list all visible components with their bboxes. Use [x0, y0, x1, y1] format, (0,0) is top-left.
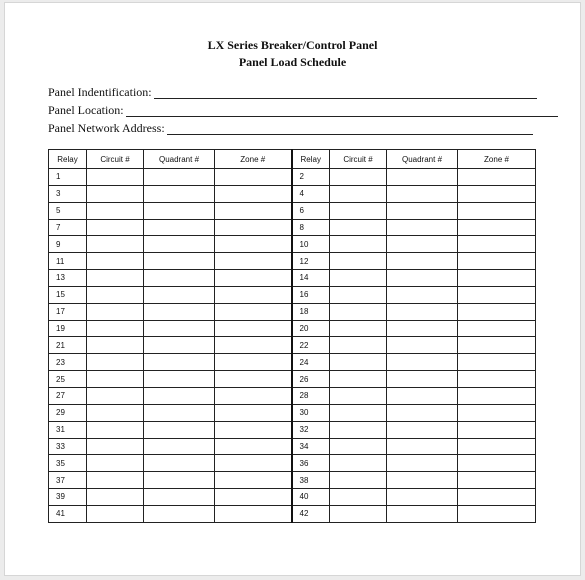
circuit-cell[interactable] [87, 303, 144, 320]
quadrant-cell[interactable] [387, 303, 458, 320]
quadrant-cell[interactable] [144, 202, 215, 219]
circuit-cell[interactable] [330, 472, 387, 489]
zone-cell[interactable] [215, 303, 292, 320]
column-header-zone: Zone # [215, 150, 292, 169]
quadrant-cell[interactable] [144, 438, 215, 455]
zone-cell[interactable] [215, 185, 292, 202]
quadrant-cell[interactable] [144, 303, 215, 320]
zone-cell[interactable] [215, 489, 292, 506]
relay-number-cell: 31 [49, 421, 87, 438]
zone-cell[interactable] [458, 371, 536, 388]
relay-number-cell: 4 [292, 185, 330, 202]
relay-number-cell: 30 [292, 404, 330, 421]
circuit-cell[interactable] [330, 455, 387, 472]
zone-cell[interactable] [215, 472, 292, 489]
circuit-cell[interactable] [87, 354, 144, 371]
circuit-cell[interactable] [330, 505, 387, 522]
circuit-cell[interactable] [330, 354, 387, 371]
circuit-cell[interactable] [87, 489, 144, 506]
zone-cell[interactable] [458, 253, 536, 270]
relay-number-cell: 27 [49, 387, 87, 404]
circuit-cell[interactable] [330, 169, 387, 186]
zone-cell[interactable] [215, 455, 292, 472]
relay-number-cell: 26 [292, 371, 330, 388]
panel-identification-field [48, 85, 537, 99]
relay-number-cell: 12 [292, 253, 330, 270]
relay-number-cell: 5 [49, 202, 87, 219]
zone-cell[interactable] [458, 354, 536, 371]
zone-cell[interactable] [458, 202, 536, 219]
circuit-cell[interactable] [87, 202, 144, 219]
relay-number-cell: 2 [292, 169, 330, 186]
relay-number-cell: 41 [49, 505, 87, 522]
quadrant-cell[interactable] [387, 404, 458, 421]
quadrant-cell[interactable] [144, 387, 215, 404]
relay-number-cell: 9 [49, 236, 87, 253]
circuit-cell[interactable] [330, 489, 387, 506]
relay-number-cell: 25 [49, 371, 87, 388]
quadrant-cell[interactable] [387, 421, 458, 438]
circuit-cell[interactable] [87, 505, 144, 522]
zone-cell[interactable] [215, 505, 292, 522]
relay-number-cell: 14 [292, 270, 330, 287]
relay-number-cell: 39 [49, 489, 87, 506]
table-row [49, 270, 536, 287]
table-row [49, 404, 536, 421]
table-header-row [49, 150, 536, 169]
quadrant-cell[interactable] [387, 286, 458, 303]
quadrant-cell[interactable] [387, 253, 458, 270]
circuit-cell[interactable] [330, 202, 387, 219]
relay-number-cell: 42 [292, 505, 330, 522]
panel-location-line[interactable] [126, 106, 558, 117]
circuit-cell[interactable] [87, 236, 144, 253]
panel-identification-line[interactable] [154, 88, 537, 99]
table-row [49, 185, 536, 202]
zone-cell[interactable] [458, 404, 536, 421]
quadrant-cell[interactable] [144, 253, 215, 270]
zone-cell[interactable] [215, 253, 292, 270]
table-row [49, 303, 536, 320]
zone-cell[interactable] [458, 337, 536, 354]
relay-number-cell: 35 [49, 455, 87, 472]
relay-number-cell: 6 [292, 202, 330, 219]
quadrant-cell[interactable] [144, 404, 215, 421]
zone-cell[interactable] [458, 169, 536, 186]
document-title: LX Series Breaker/Control Panel [207, 38, 378, 52]
relay-number-cell: 22 [292, 337, 330, 354]
table-row [49, 337, 536, 354]
table-row [49, 320, 536, 337]
quadrant-cell[interactable] [387, 472, 458, 489]
quadrant-cell[interactable] [387, 438, 458, 455]
zone-cell[interactable] [458, 455, 536, 472]
zone-cell[interactable] [215, 169, 292, 186]
quadrant-cell[interactable] [387, 489, 458, 506]
circuit-cell[interactable] [87, 320, 144, 337]
column-header-quadrant: Quadrant # [144, 150, 215, 169]
quadrant-cell[interactable] [144, 505, 215, 522]
table-row [49, 286, 536, 303]
quadrant-cell[interactable] [144, 472, 215, 489]
zone-cell[interactable] [458, 472, 536, 489]
zone-cell[interactable] [458, 303, 536, 320]
panel-network-address-label: Panel Network Address: [48, 121, 165, 135]
zone-cell[interactable] [215, 236, 292, 253]
relay-number-cell: 11 [49, 253, 87, 270]
quadrant-cell[interactable] [144, 236, 215, 253]
table-row [49, 489, 536, 506]
table-row [49, 438, 536, 455]
relay-number-cell: 40 [292, 489, 330, 506]
quadrant-cell[interactable] [387, 202, 458, 219]
relay-number-cell: 37 [49, 472, 87, 489]
table-row [49, 421, 536, 438]
quadrant-cell[interactable] [144, 286, 215, 303]
circuit-cell[interactable] [87, 387, 144, 404]
relay-number-cell: 13 [49, 270, 87, 287]
column-header-relay: Relay [292, 150, 330, 169]
circuit-cell[interactable] [330, 438, 387, 455]
circuit-cell[interactable] [87, 169, 144, 186]
zone-cell[interactable] [215, 421, 292, 438]
circuit-cell[interactable] [87, 371, 144, 388]
quadrant-cell[interactable] [387, 320, 458, 337]
panel-identification-label: Panel Indentification: [48, 85, 152, 99]
column-header-circuit: Circuit # [330, 150, 387, 169]
circuit-cell[interactable] [330, 286, 387, 303]
relay-number-cell: 16 [292, 286, 330, 303]
zone-cell[interactable] [458, 185, 536, 202]
relay-number-cell: 29 [49, 404, 87, 421]
relay-number-cell: 38 [292, 472, 330, 489]
quadrant-cell[interactable] [144, 219, 215, 236]
document-page [4, 2, 581, 576]
panel-network-address-field [48, 121, 533, 135]
zone-cell[interactable] [458, 387, 536, 404]
panel-location-label: Panel Location: [48, 103, 124, 117]
column-header-circuit: Circuit # [87, 150, 144, 169]
quadrant-cell[interactable] [387, 169, 458, 186]
relay-number-cell: 21 [49, 337, 87, 354]
relay-number-cell: 23 [49, 354, 87, 371]
quadrant-cell[interactable] [144, 169, 215, 186]
circuit-cell[interactable] [330, 270, 387, 287]
quadrant-cell[interactable] [387, 236, 458, 253]
table-row [49, 505, 536, 522]
zone-cell[interactable] [458, 236, 536, 253]
zone-cell[interactable] [215, 404, 292, 421]
table-row [49, 472, 536, 489]
circuit-cell[interactable] [330, 371, 387, 388]
zone-cell[interactable] [215, 286, 292, 303]
zone-cell[interactable] [215, 438, 292, 455]
column-header-relay: Relay [49, 150, 87, 169]
table-row [49, 253, 536, 270]
zone-cell[interactable] [458, 219, 536, 236]
circuit-cell[interactable] [330, 320, 387, 337]
circuit-cell[interactable] [330, 236, 387, 253]
zone-cell[interactable] [215, 371, 292, 388]
relay-number-cell: 36 [292, 455, 330, 472]
zone-cell[interactable] [458, 489, 536, 506]
circuit-cell[interactable] [87, 421, 144, 438]
relay-number-cell: 20 [292, 320, 330, 337]
quadrant-cell[interactable] [144, 455, 215, 472]
table-row [49, 371, 536, 388]
relay-number-cell: 32 [292, 421, 330, 438]
relay-number-cell: 17 [49, 303, 87, 320]
quadrant-cell[interactable] [387, 270, 458, 287]
relay-number-cell: 8 [292, 219, 330, 236]
document-subtitle: Panel Load Schedule [238, 55, 347, 69]
zone-cell[interactable] [458, 270, 536, 287]
quadrant-cell[interactable] [144, 489, 215, 506]
circuit-cell[interactable] [87, 438, 144, 455]
column-header-zone: Zone # [458, 150, 536, 169]
quadrant-cell[interactable] [387, 387, 458, 404]
relay-number-cell: 24 [292, 354, 330, 371]
quadrant-cell[interactable] [144, 320, 215, 337]
quadrant-cell[interactable] [144, 421, 215, 438]
circuit-cell[interactable] [87, 472, 144, 489]
zone-cell[interactable] [458, 505, 536, 522]
quadrant-cell[interactable] [387, 505, 458, 522]
circuit-cell[interactable] [330, 387, 387, 404]
relay-number-cell: 1 [49, 169, 87, 186]
zone-cell[interactable] [458, 286, 536, 303]
zone-cell[interactable] [458, 320, 536, 337]
table-row [49, 202, 536, 219]
zone-cell[interactable] [215, 219, 292, 236]
zone-cell[interactable] [458, 421, 536, 438]
panel-location-field [48, 103, 558, 117]
quadrant-cell[interactable] [144, 337, 215, 354]
circuit-cell[interactable] [87, 404, 144, 421]
relay-number-cell: 34 [292, 438, 330, 455]
relay-number-cell: 7 [49, 219, 87, 236]
zone-cell[interactable] [215, 387, 292, 404]
quadrant-cell[interactable] [387, 337, 458, 354]
zone-cell[interactable] [215, 202, 292, 219]
circuit-cell[interactable] [87, 270, 144, 287]
circuit-cell[interactable] [330, 185, 387, 202]
quadrant-cell[interactable] [387, 354, 458, 371]
quadrant-cell[interactable] [387, 185, 458, 202]
load-schedule-table [48, 149, 536, 523]
circuit-cell[interactable] [330, 253, 387, 270]
quadrant-cell[interactable] [144, 371, 215, 388]
quadrant-cell[interactable] [387, 219, 458, 236]
quadrant-cell[interactable] [387, 371, 458, 388]
relay-number-cell: 28 [292, 387, 330, 404]
relay-number-cell: 18 [292, 303, 330, 320]
circuit-cell[interactable] [87, 286, 144, 303]
zone-cell[interactable] [458, 438, 536, 455]
circuit-cell[interactable] [87, 253, 144, 270]
table-row [49, 387, 536, 404]
table-row [49, 354, 536, 371]
relay-number-cell: 15 [49, 286, 87, 303]
quadrant-cell[interactable] [144, 270, 215, 287]
circuit-cell[interactable] [330, 219, 387, 236]
relay-number-cell: 10 [292, 236, 330, 253]
circuit-cell[interactable] [330, 404, 387, 421]
relay-number-cell: 19 [49, 320, 87, 337]
relay-number-cell: 33 [49, 438, 87, 455]
quadrant-cell[interactable] [387, 455, 458, 472]
circuit-cell[interactable] [87, 219, 144, 236]
relay-number-cell: 3 [49, 185, 87, 202]
circuit-cell[interactable] [87, 455, 144, 472]
zone-cell[interactable] [215, 354, 292, 371]
panel-network-address-line[interactable] [167, 124, 533, 135]
table-row [49, 169, 536, 186]
circuit-cell[interactable] [87, 337, 144, 354]
table-row [49, 219, 536, 236]
zone-cell[interactable] [215, 337, 292, 354]
circuit-cell[interactable] [330, 303, 387, 320]
quadrant-cell[interactable] [144, 354, 215, 371]
table-row [49, 236, 536, 253]
zone-cell[interactable] [215, 270, 292, 287]
circuit-cell[interactable] [330, 337, 387, 354]
zone-cell[interactable] [215, 320, 292, 337]
column-header-quadrant: Quadrant # [387, 150, 458, 169]
quadrant-cell[interactable] [144, 185, 215, 202]
circuit-cell[interactable] [330, 421, 387, 438]
table-row [49, 455, 536, 472]
circuit-cell[interactable] [87, 185, 144, 202]
